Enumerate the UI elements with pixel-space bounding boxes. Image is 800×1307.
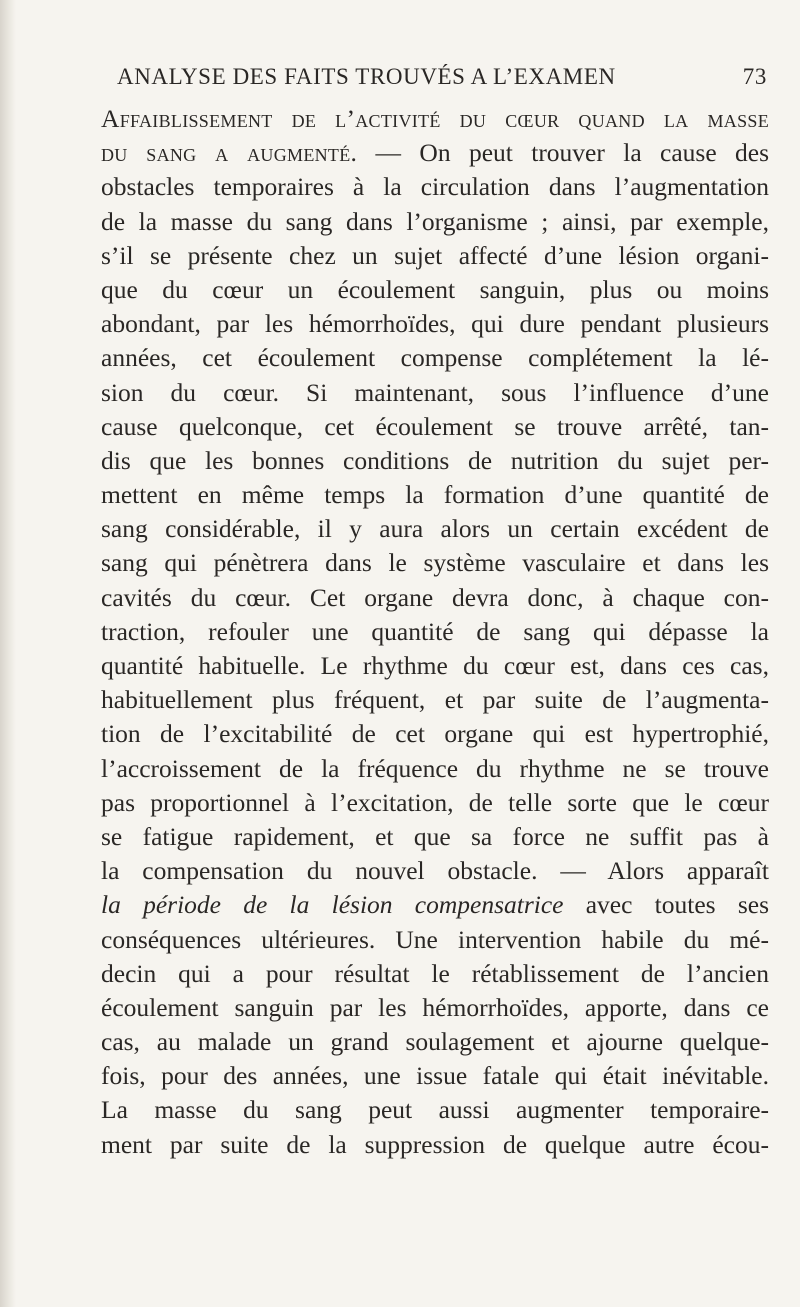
text-line [101,136,769,170]
text-line: écoulement sanguin par les hémorrhoïdes, apporte, dans ce [101,992,769,1022]
page-binding-edge [0,0,16,1307]
text-line: l’accroissement de la fréquence du rhythme ne se trouve [101,753,769,783]
section-heading-line [101,102,769,136]
text-line: conséquences ultérieures. Une intervention habile du mé- [101,924,769,954]
text-segment: — On peut trouver la cause des [357,138,769,168]
text-line: decin qui a pour résultat le rétablissement de l’ancien [101,958,769,988]
text-line: cause quelconque, cet écoulement se trouve arrêté, tan- [101,411,769,441]
text-line [101,888,769,922]
text-line: habituellement plus fréquent, et par suite de l’augmenta- [101,685,769,715]
text-line: quantité habituelle. Le rhythme du cœur est, dans ces cas, [101,651,769,680]
text-line: la compensation du nouvel obstacle. — Alors apparaît [101,856,769,886]
text-line: que du cœur un écoulement sanguin, plus ou moins [101,274,769,304]
text-line: sang qui pénètrera dans le système vasculaire et dans les [101,548,769,578]
text-line: années, cet écoulement compense complétement la lé- [101,343,769,373]
text-line: abondant, par les hémorrhoïdes, qui dure pendant plusieurs [101,309,769,339]
text-line: La masse du sang peut aussi augmenter temporaire- [101,1095,769,1125]
text-line: cas, au malade un grand soulagement et ajourne quelque- [101,1027,769,1057]
text-line: se fatigue rapidement, et que sa force ne suffit pas à [101,821,769,851]
section-heading-continued: du sang a augmenté. [101,138,358,168]
text-line: sion du cœur. Si maintenant, sous l’influence d’une [101,377,769,407]
page-number: 73 [742,64,767,89]
text-line: mettent en même temps la formation d’une quantité de [101,480,769,510]
section-heading: Affaiblissement de l’activité du cœur quand la masse [101,104,769,133]
text-line: obstacles temporaires à la circulation dans l’augmentation [101,172,769,202]
text-line: s’il se présente chez un sujet affecté d’une lésion organi- [101,240,769,270]
text-segment: avec toutes ses [563,890,770,920]
text-line: fois, pour des années, une issue fatale qui était inévitable. [101,1061,769,1091]
text-line: tion de l’excitabilité de cet organe qui est hypertrophié, [101,719,769,749]
text-line: traction, refouler une quantité de sang qui dépasse la [101,616,769,646]
text-line: pas proportionnel à l’excitation, de telle sorte que le cœur [101,787,769,817]
running-header [117,64,767,90]
text-line: cavités du cœur. Cet organe devra donc, à chaque con- [101,582,769,612]
italic-term: la période de la lésion compensatrice [101,890,564,920]
body-text [101,102,769,1162]
running-title: ANALYSE DES FAITS TROUVÉS A L’EXAMEN [117,64,616,89]
text-line: dis que les bonnes conditions de nutrition du sujet per- [101,445,769,475]
text-line: de la masse du sang dans l’organisme ; ainsi, par exemple, [101,206,769,236]
text-line: sang considérable, il y aura alors un certain excédent de [101,514,769,544]
text-line: ment par suite de la suppression de quelque autre écou- [101,1129,769,1159]
